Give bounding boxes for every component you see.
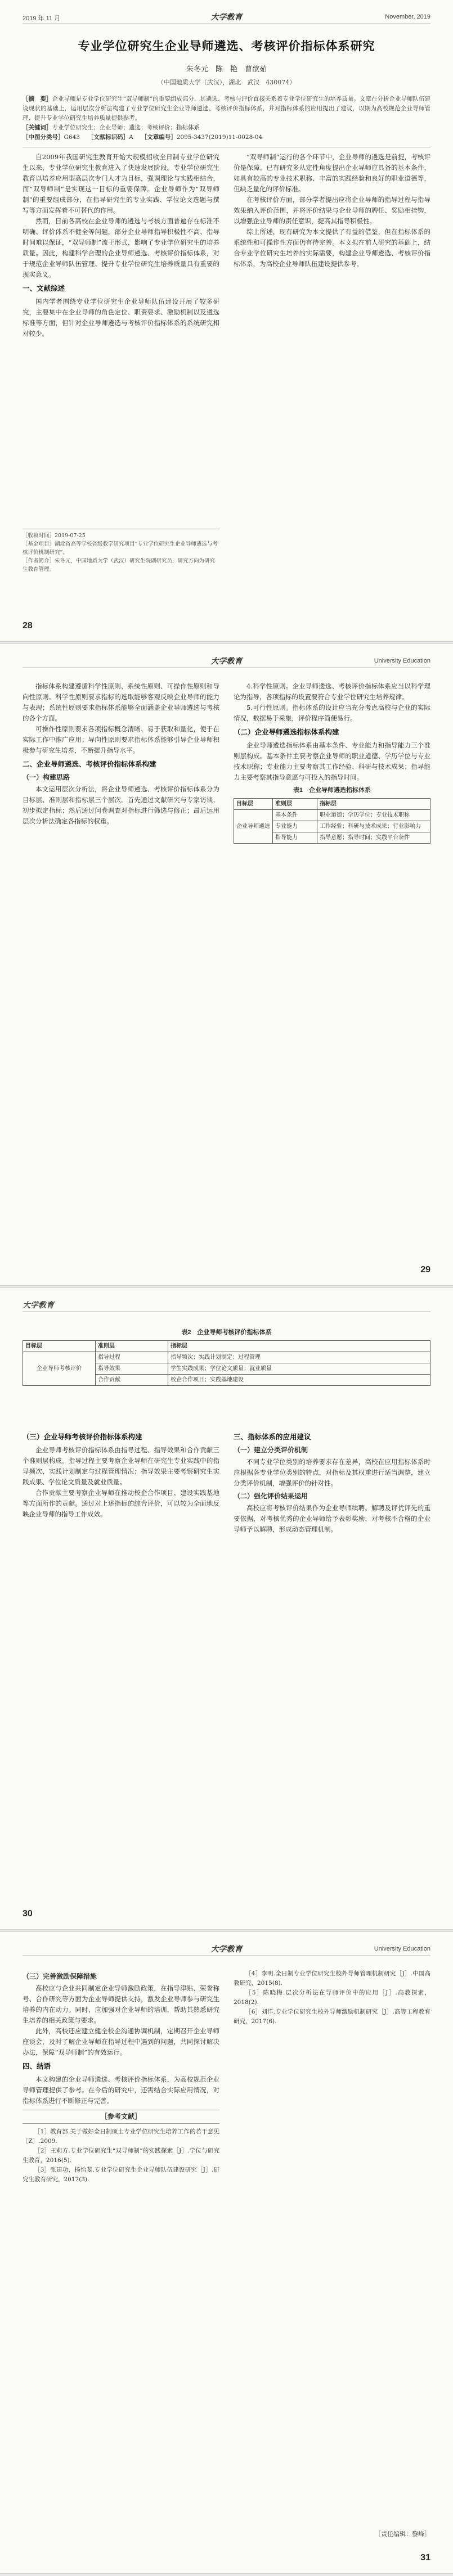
paragraph: 自2009年我国研究生教育开始大规模招收全日制专业学位研究生以来，专业学位研究生教育进入了快速发展阶段。专业学位研究生教育以培养应用型高层次专门人才为目标，强调理论与实践相结合，而“双导师制”是实现这一目标的重要保障。企业导师作为“双导师制”的重要组成部分，在指导研究生的专业实践、学位论文选题与撰写等方面发挥着不可替代的作用。: [23, 153, 219, 214]
abstract-text: 企业导师是专业学位研究生“双导师制”的重要组成部分，其遴选、考核与评价直接关系着专业学位研究生的培养质量。文章在分析企业导师队伍建设现状的基础上，运用层次分析法构建了专业学位研究生企业导师遴选、考核评价指标体系，并对指标体系的应用提出了建议，以期为高校规范企业导师管理、提升专业学位研究生培养质量提供参考。: [23, 96, 431, 121]
table-cell: 专业能力: [273, 821, 317, 832]
paragraph: 指标体系构建遵循科学性原则、系统性原则、可操作性原则和导向性原则。科学性原则要求指标的选取能够客观反映企业导师的能力与表现；系统性原则要求指标体系能够全面涵盖企业导师遴选与考核的各个方面。: [23, 682, 219, 722]
subsection-heading: （一）建立分类评价机制: [234, 1446, 308, 1454]
table-cell: 合作贡献: [96, 1375, 168, 1386]
evaluation-index-table: [23, 1340, 430, 1386]
paragraph: 4.科学性原则。企业导师遴选、考核评价指标体系应当以科学理论为指导，各项指标的设置要符合专业学位研究生培养规律。: [234, 682, 430, 701]
page3-right-column: [234, 1429, 430, 1535]
page1-right-column: [234, 152, 430, 269]
header-journal: 大学教育: [210, 12, 243, 21]
section-heading: 三、指标体系的应用建议: [234, 1433, 311, 1441]
header-journal-en: University Education: [374, 1945, 430, 1952]
section-heading: 一、文献综述: [23, 285, 65, 292]
section-heading: （三）企业导师考核评价指标体系构建: [23, 1433, 142, 1441]
abstract-block: [23, 94, 430, 147]
reference-item: ［4］李明.全日制专业学位研究生校外导师管理机制研究［J］.中国高教研究，2015(8).: [234, 1970, 430, 1987]
footnote-received: ［收稿时间］2019-07-25: [23, 533, 86, 539]
table-header-cell: 指标层: [317, 799, 430, 810]
article-affiliation: （中国地质大学（武汉），湖北 武汉 430074）: [157, 79, 296, 86]
paragraph: 国内学者围绕专业学位研究生企业导师队伍建设开展了较多研究，主要集中在企业导师的角色定位、职责要求、激励机制以及遴选标准等方面，但针对企业导师遴选与考核评价指标体系的系统研究相对较少。: [23, 298, 219, 337]
paragraph: 然而，目前各高校在企业导师的遴选与考核方面普遍存在标准不明确、评价体系不健全等问题，部分企业导师指导积极性不高、指导时间难以保证，“双导师制”流于形式，影响了专业学位研究生的培养质量。因此，构建科学合理的企业导师遴选、考核评价指标体系，对于规范企业导师队伍管理、提升专业学位研究生培养质量具有重要的现实意义。: [23, 217, 219, 278]
table-cell: 校企合作项目；实践基地建设: [168, 1375, 430, 1386]
page4-right-column: [234, 1969, 430, 2026]
footnote-block: [23, 529, 219, 574]
page-3: [0, 1288, 453, 1929]
page-number: 31: [420, 2553, 430, 2563]
article-authors: 朱冬元 陈 艳 曹歆茹: [186, 65, 267, 74]
page2-right-column: [234, 681, 430, 844]
footnote-fund: ［基金项目］湖北省高等学校省级教学研究项目“专业学位研究生企业导师遴选与考核评价机制研究”。: [23, 541, 218, 556]
reference-item: ［2］王莉方.专业学位研究生“双导师制”的实践探索［J］.学位与研究生教育，2016(5).: [23, 2147, 219, 2164]
header-journal: 大学教育: [23, 1300, 54, 1309]
table-cell: 职业道德；学历学位；专业技术职称: [317, 810, 430, 821]
reference-item: ［5］陈晓梅.层次分析法在导师评价中的应用［J］.高教探索，2018(2).: [234, 1989, 430, 2006]
table-cell: 指导过程: [96, 1352, 168, 1363]
responsible-editor: ［责任编辑：黎峰］: [375, 2530, 430, 2538]
table-header-cell: 准则层: [96, 1341, 168, 1352]
doc-value: A: [129, 134, 133, 141]
paragraph: 企业导师遴选指标体系由基本条件、专业能力和指导能力三个准则层构成。基本条件主要考察企业导师的职业道德、学历学位与专业技术职称；专业能力主要考察其工作经验、科研与技术成果；指导能力主要考察其指导意愿与可投入的指导时间。: [234, 741, 430, 781]
references-heading: ［参考文献］: [23, 2110, 219, 2124]
table-row: [234, 810, 430, 821]
table-header-cell: 目标层: [234, 799, 273, 810]
doc-label: ［文献标识码］: [87, 134, 129, 141]
footnote-author: ［作者简介］朱冬元，中国地质大学（武汉）研究生院副研究员，研究方向为研究生教育管理。: [23, 558, 216, 573]
header-journal-en: University Education: [374, 657, 430, 664]
page3-left-column: [23, 1429, 219, 1520]
subsection-heading: （一）构建思路: [23, 773, 70, 781]
paragraph: 本文运用层次分析法，将企业导师遴选、考核评价指标体系分为目标层、准则层和指标层三个层次。首先通过文献研究与专家访谈，初步拟定指标；然后通过问卷调查对指标进行筛选与修正；最后运用层次分析法确定各指标的权重。: [23, 785, 219, 825]
page-4: [0, 1932, 453, 2573]
table-cell: 指导频次；实践计划制定；过程管理: [168, 1352, 430, 1363]
page3-table-area: [23, 1325, 430, 1386]
artno-value: 2095-3437(2019)11-0028-04: [176, 134, 263, 141]
section-heading: 二、企业导师遴选、考核评价指标体系构建: [23, 760, 156, 768]
table-caption: 表1 企业导师遴选指标体系: [293, 787, 371, 794]
reference-item: ［3］张建功，杨怡斐.专业学位研究生企业导师队伍建设研究［J］.研究生教育研究，2017(3).: [23, 2167, 219, 2183]
page-1: [0, 0, 453, 641]
page-header: [23, 1298, 430, 1312]
clc-value: G643: [64, 134, 80, 141]
table-header-cell: 指标层: [168, 1341, 430, 1352]
header-issue: 2019 年 11 月: [23, 15, 61, 22]
table-cell: 指导效果: [96, 1363, 168, 1375]
section-heading: 四、结语: [23, 2062, 51, 2070]
page-header: [23, 10, 430, 24]
table-cell: 指导意愿；指导时间；实践平台条件: [317, 832, 430, 844]
page1-left-column: [23, 152, 219, 339]
clc-label: ［中图分类号］: [23, 134, 64, 141]
article-title: 专业学位研究生企业导师遴选、考核评价指标体系研究: [78, 40, 375, 53]
table-goal-cell: 企业导师考核评价: [23, 1352, 96, 1386]
table-caption: 表2 企业导师考核评价指标体系: [181, 1329, 272, 1336]
table-goal-cell: 企业导师遴选: [234, 810, 273, 844]
subsection-heading: （二）强化评价结果运用: [234, 1492, 308, 1500]
header-journal: 大学教育: [210, 656, 243, 665]
reference-item: ［1］教育部.关于做好全日制硕士专业学位研究生培养工作的若干意见［Z］.2009.: [23, 2128, 219, 2145]
table-header-cell: 目标层: [23, 1341, 96, 1352]
table-row: [23, 1352, 430, 1363]
paragraph: 综上所述，现有研究为本文提供了有益的借鉴，但在指标体系的系统性和可操作性方面仍有待完善。本文拟在前人研究的基础上，结合专业学位研究生培养的实际需要，构建企业导师遴选、考核评价指标体系，为高校企业导师队伍建设提供参考。: [234, 228, 430, 268]
paragraph: 本文构建的企业导师遴选、考核评价指标体系，为高校规范企业导师管理提供了参考。在今后的研究中，还需结合实际应用情况，对指标体系进行不断修正与完善。: [23, 2075, 219, 2105]
paragraph: 企业导师考核评价指标体系由指导过程、指导效果和合作贡献三个准则层构成。指导过程主要考察企业导师在研究生专业实践中的指导频次、实践计划制定与过程管理情况；指导效果主要考察研究生实践成果、学位论文质量及就业质量。: [23, 1446, 219, 1486]
reference-item: ［6］刘洋.专业学位研究生校外导师激励机制研究［J］.高等工程教育研究，2017(6).: [234, 2008, 430, 2025]
page-header: [23, 1942, 430, 1956]
table-cell: 学生实践成果；学位论文质量；就业质量: [168, 1363, 430, 1375]
paragraph: 合作贡献主要考察企业导师在推动校企合作项目、建设实践基地等方面所作的贡献。通过对上述指标的综合评价，可以较为全面地反映企业导师的指导工作成效。: [23, 1489, 219, 1518]
paragraph: 此外，高校还应建立健全校企沟通协调机制，定期召开企业导师座谈会，及时了解企业导师在指导过程中遇到的问题，共同探讨解决办法，保障“双导师制”的有效运行。: [23, 2027, 219, 2056]
section-heading: （二）企业导师遴选指标体系构建: [234, 728, 339, 736]
table-cell: 工作经验；科研与技术成果；行业影响力: [317, 821, 430, 832]
table-cell: 指导能力: [273, 832, 317, 844]
header-issue-en: November, 2019: [385, 13, 430, 20]
keywords-text: 专业学位研究生；企业导师；遴选；考核评价；指标体系: [52, 124, 200, 131]
paragraph: 5.可行性原则。指标体系的设计应当充分考虑高校与企业的实际情况，数据易于采集，评价程序简便易行。: [234, 704, 430, 722]
paragraph: 在考核评价方面，部分学者提出应将企业导师的指导过程与指导效果纳入评价范围，并将评价结果与企业导师的聘任、奖励相挂钩，以增强企业导师的责任意识，提高其指导积极性。: [234, 196, 430, 225]
abstract-label: ［摘 要］: [23, 96, 52, 102]
subsection-heading: （三）完善激励保障措施: [23, 1972, 97, 1980]
keywords-label: ［关键词］: [23, 124, 52, 131]
paragraph: “双导师制”运行的各个环节中，企业导师的遴选是前提，考核评价是保障。已有研究多从定性角度提出企业导师应具备的基本条件，如具有较高的专业技术职称、丰富的实践经验和良好的职业道德等，但缺乏量化的评价标准。: [234, 153, 430, 193]
table-header-cell: 准则层: [273, 799, 317, 810]
header-journal: 大学教育: [210, 1944, 243, 1953]
paragraph: 高校应将考核评价结果作为企业导师续聘、解聘及评优评先的重要依据，对考核优秀的企业导师给予表彰奖励，对考核不合格的企业导师予以解聘，形成动态管理机制。: [234, 1504, 430, 1533]
page-number: 30: [23, 1909, 33, 1919]
paragraph: 不同专业学位类别的培养要求存在差异，高校在应用指标体系时应根据各专业学位类别的特点，对指标及其权重进行适当调整，建立分类评价机制，增强评价的针对性。: [234, 1458, 430, 1487]
page-header: [23, 654, 430, 668]
page-number: 29: [420, 1265, 430, 1275]
page-2: [0, 644, 453, 1285]
page-number: 28: [23, 621, 33, 631]
table-header-row: [234, 799, 430, 810]
artno-label: ［文章编号］: [141, 134, 177, 141]
selection-index-table: [234, 798, 430, 844]
page4-left-column: [23, 1969, 219, 2185]
table-header-row: [23, 1341, 430, 1352]
paragraph: 可操作性原则要求各项指标概念清晰、易于获取和量化，便于在实际工作中推广应用；导向性原则要求指标体系能够引导企业导师积极参与研究生培养，不断提升指导水平。: [23, 725, 219, 754]
page2-left-column: [23, 681, 219, 827]
paragraph: 高校应与企业共同制定企业导师激励政策，在指导津贴、荣誉称号、合作研究等方面为企业导师提供支持，激发企业导师参与研究生培养的内在动力。同时，应加强对企业导师的培训，帮助其熟悉研究生培养的相关政策与要求。: [23, 1984, 219, 2024]
table-cell: 基本条件: [273, 810, 317, 821]
